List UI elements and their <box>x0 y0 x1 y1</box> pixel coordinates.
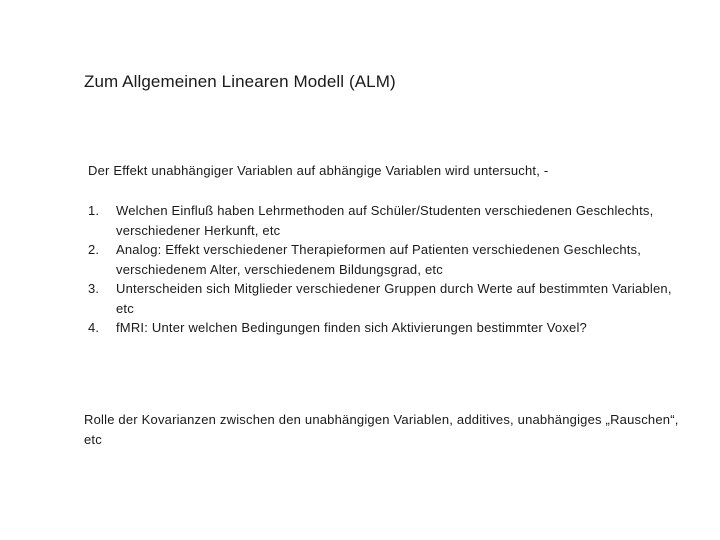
list-item-text: Unterscheiden sich Mitglieder verschiedener Gruppen durch Werte auf bestimmten Variablen, etc <box>116 281 672 316</box>
list-item <box>88 279 688 318</box>
numbered-list <box>88 201 688 338</box>
intro-text: Der Effekt unabhängiger Variablen auf abhängige Variablen wird untersucht, - <box>88 163 549 178</box>
list-item-text: Welchen Einfluß haben Lehrmethoden auf Schüler/Studenten verschiedenen Geschlechts, verschiedener Herkunft, etc <box>116 203 654 238</box>
list-item-number: 1. <box>88 203 100 218</box>
slide-title: Zum Allgemeinen Linearen Modell (ALM) <box>84 72 396 91</box>
list-item-text: Analog: Effekt verschiedener Therapieformen auf Patienten verschiedenen Geschlechts, verschiedenem Alter, verschiedenem Bildungsgrad, etc <box>116 242 642 277</box>
list-item-number: 3. <box>88 281 100 296</box>
list-item <box>88 201 688 240</box>
list-item-text: fMRI: Unter welchen Bedingungen finden sich Aktivierungen bestimmter Voxel? <box>116 320 587 335</box>
list-item-number: 4. <box>88 320 100 335</box>
list-item <box>88 318 688 338</box>
list-item <box>88 240 688 279</box>
list-item-number: 2. <box>88 242 100 257</box>
note-text: Rolle der Kovarianzen zwischen den unabhängigen Variablen, additives, unabhängiges „Rauschen“, etc <box>84 412 679 447</box>
